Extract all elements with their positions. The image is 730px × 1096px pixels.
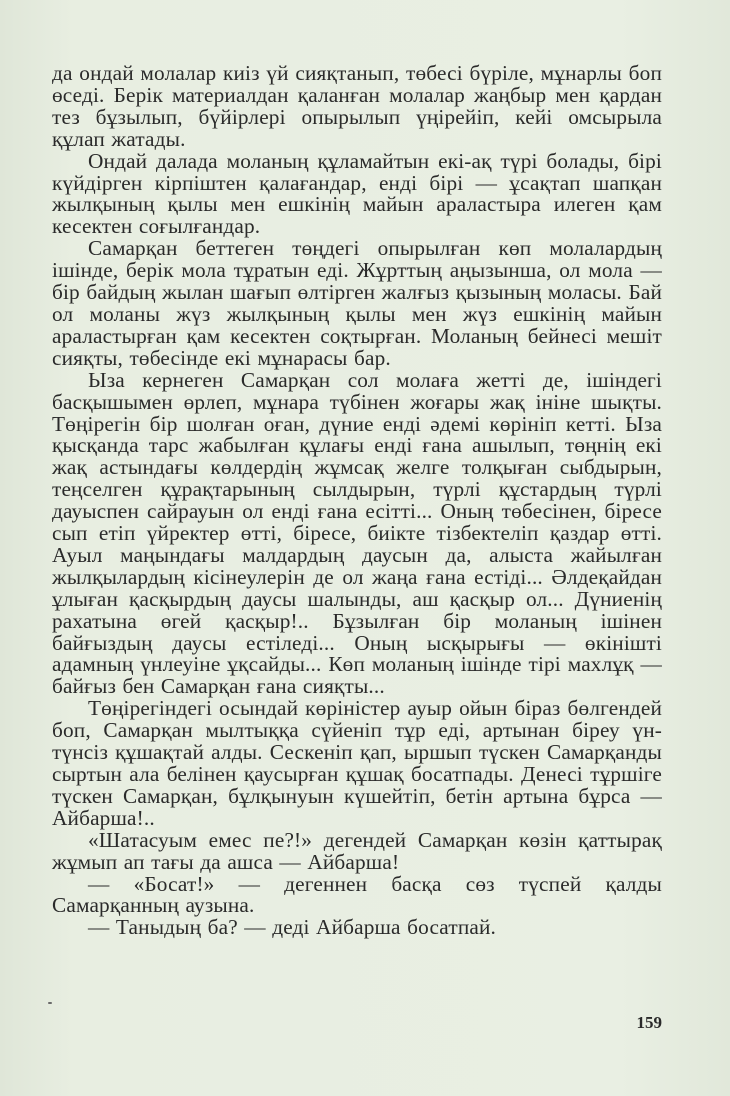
print-speck [48, 1002, 52, 1004]
paragraph: «Шатасуым емес пе?!» дегендей Самарқан көзін қаттырақ жұмып ап тағы да ашса — Айбарша! [52, 827, 662, 874]
paragraph: — «Босат!» — дегеннен басқа сөз түспей қалды Самарқанның аузына. [52, 871, 662, 918]
page-number: 159 [636, 1013, 662, 1032]
paragraph: Ыза кернеген Самарқан сол молаға жетті де, ішіндегі басқышымен өрлеп, мұнара түбінен жоғары жақ ініне шықты. Төңірегін бір шолған оған, дүние енді әдемі көрініп кетті. Ыза қысқанда тарс жабылған құлағы енді ғана ашылып, төңнің екі жақ астындағы көлдердің жұмсақ желге толқыған сыбдырын, теңселген құрақтарының сылдырын, түрлі құстардың түрлі дауыспен сайрауын ол енді ғана есітті... Оның төбесінен, біресе сып етіп үйректер өтті, біресе, биікте тізбектеліп қаздар өтті. Ауыл маңындағы малдардың даусын да, алыста жайылған жылқылардың кісінеулерін де ол жаңа ғана естіді... Әлдеқайдан ұлыған қасқырдың даусы шалынды, аш қасқыр ол... Дүниенің рахатына өгей қасқыр!.. Бұзылған бір моланың ішінен байғыздың даусы естіледі... Оның ысқырығы — өкінішті адамның үнлеуіне ұқсайды... Көп моланың ішінде тірі махлұқ — байғыз бен Самарқан ғана сияқты... [52, 367, 662, 699]
paragraph: да ондай молалар киіз үй сияқтанып, төбесі бүріле, мұнарлы боп өседі. Берік материалдан қаланған молалар жаңбыр мен қардан тез бұзылып, бүйірлері опырылып үңірейіп, кейі омсырыла құлап жатады. [52, 61, 662, 151]
paragraph: — Таныдың ба? — деді Айбарша босатпай. [88, 915, 496, 940]
paragraph: Самарқан беттеген төңдегі опырылған көп молалардың ішінде, берік мола тұратын еді. Жұрттың аңызынша, ол мола — бір байдың жылан шағып өлтірген жалғыз қызының моласы. Бай ол моланы жүз жылқының қылы мен жүз ешкінің майын араластырған қам кесектен соқтырған. Моланың бейнесі мешіт сияқты, төбесінде екі мұнарасы бар. [52, 236, 662, 370]
body-text [52, 63, 662, 939]
paragraph: Төңірегіндегі осындай көріністер ауыр ойын біраз бөлгендей боп, Самарқан мылтыққа сүйеніп тұр еді, артынан біреу үн-түнсіз құшақтай алды. Сескеніп қап, ыршып түскен Самарқанды сыртын ала белінен қаусырған құшақ босатпады. Денесі тұршіге түскен Самарқан, бұлқынуын күшейтіп, бетін артына бұрса — Айбарша!.. [52, 696, 662, 830]
paragraph: Ондай далада моланың құламайтын екі-ақ түрі болады, бірі күйдірген кірпіштен қалағандар, енді бірі — ұсақтап шапқан жылқының қылы мен ешкінің майын араластыра илеген қам кесектен соғылғандар. [52, 148, 662, 239]
